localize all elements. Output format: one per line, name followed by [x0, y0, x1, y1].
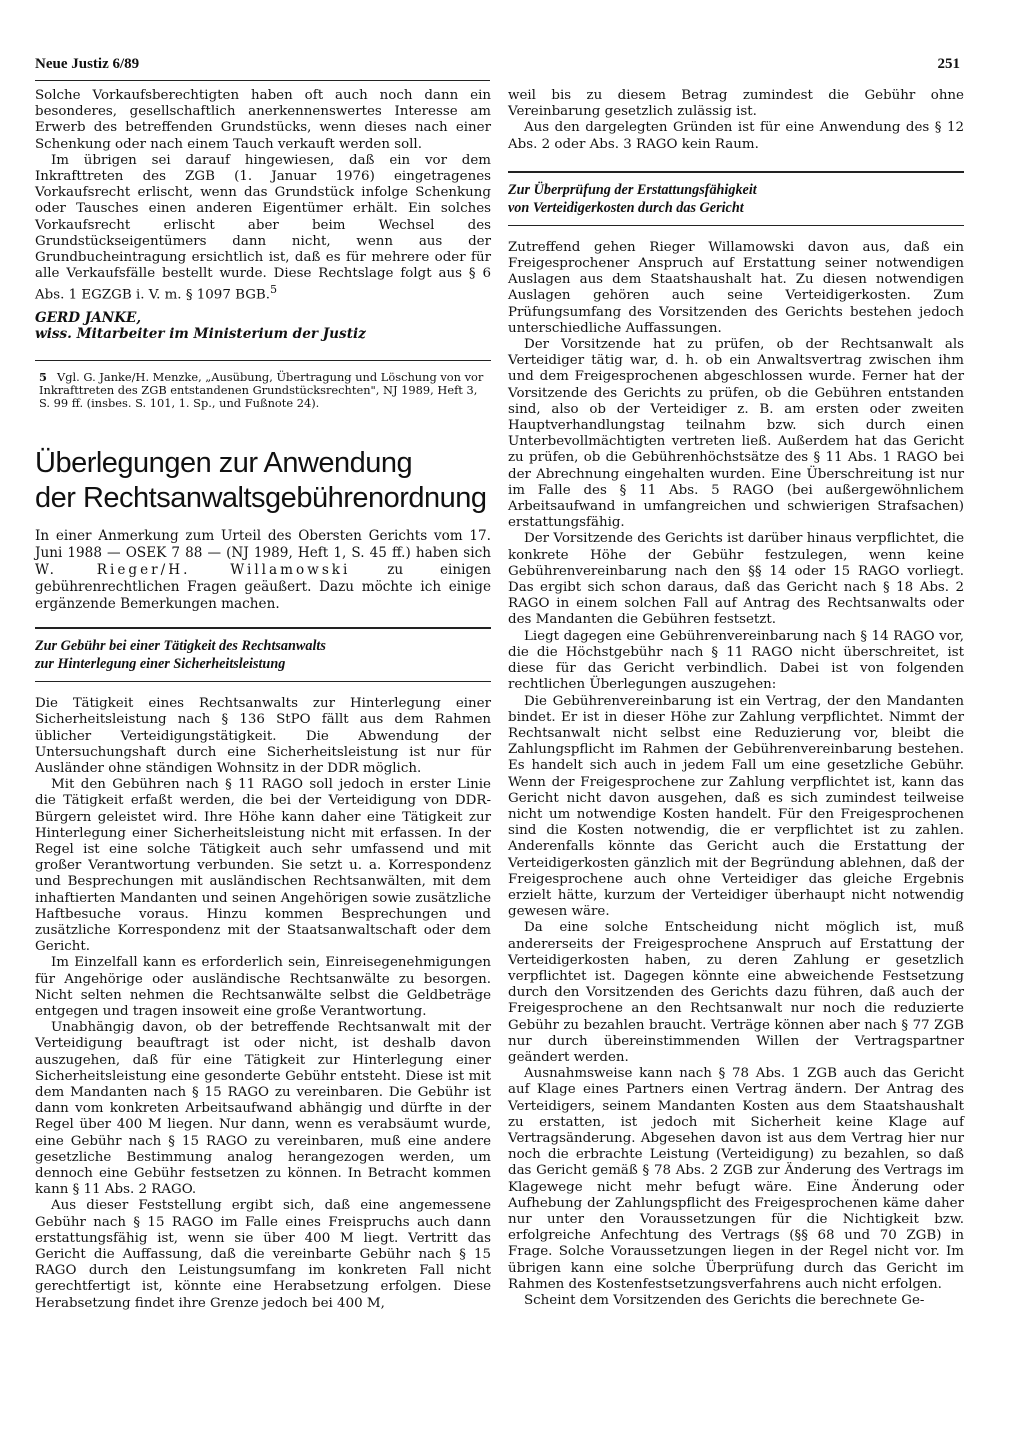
paragraph: Im Einzelfall kann es erforderlich sein, Einreisegenehmigungen für Angehörige oder ausländische Rechtsanwälte zu besorgen. Nicht selten nehmen die Rechtsanwälte selbst die Geldbeträge entgegen und tragen insoweit eine große Verantwortung.: [35, 955, 491, 1019]
paragraph: Solche Vorkaufsberechtigten haben oft auch noch dann ein besonderes, gesellschaftlich anerkennenswertes Interesse am Erwerb des betreffenden Grundstücks, wenn dieses nach einer Schenkung oder nach einem Tauch verkauft werden soll.: [35, 88, 491, 152]
paragraph: Mit den Gebühren nach § 11 RAGO soll jedoch in erster Linie die Tätigkeit erfaßt werden, die bei der Verteidigung von DDR-Bürgern geleistet wird. Ihre Höhe kann daher eine Tätigkeit zur Hinterlegung einer Sicherheitsleistung nicht mit erfassen. In der Regel ist eine solche Tätigkeit auch sehr umfassend und mit großer Verantwortung verbunden. Sie setzt u. a. Korrespondenz und Besprechungen mit ausländischen Rechtsanwälten, mit dem inhaftierten Mandanten und seinen Angehörigen sowie zusätzliche Haftbesuche voraus. Hinzu kommen Besprechungen und zusätzliche Korrespondenz mit der Staatsanwaltschaft oder dem Gericht.: [35, 777, 491, 955]
paragraph: Der Vorsitzende hat zu prüfen, ob der Rechtsanwalt als Verteidiger tätig war, d. h. ob ein Anwaltsvertrag zwischen ihm und dem Freigesprochenen abgeschlossen wurde. Ferner hat der Vorsitzende des Gerichts zu prüfen, ob die Gebühren entstanden sind, also ob der Verteidiger z. B. am ersten oder zweiten Hauptverhandlungstag teilnahm bzw. sich durch einen Unterbevollmächtigten vertreten ließ. Außerdem hat das Gericht zu prüfen, ob die Gebührenhöchstsätze des § 11 Abs. 1 RAGO bei der Abrechnung eingehalten wurden. Eine Überschreitung ist nur im Falle des § 11 Abs. 5 RAGO (bei außergewöhnlichem Arbeitsaufwand in umfangreichen und schwierigen Strafsachen) erstattungsfähig.: [508, 337, 964, 531]
footnote-text: Vgl. G. Janke/H. Menzke, „Ausübung, Übertragung und Löschung von vor Inkrafttreten des ZGB entstandenen Grundstücksrechten", NJ 1989, Heft 3, S. 99 ff. (insbes. S. 101, 1. Sp., und Fußnote 24).: [39, 370, 484, 411]
divider: [508, 225, 964, 226]
paragraph: Der Vorsitzende des Gerichts ist darüber hinaus verpflichtet, die konkrete Höhe der Gebühr festzulegen, wenn keine Gebührenvereinbarung nach den §§ 14 oder 15 RAGO vorliegt. Das ergibt sich schon daraus, daß das Gericht nach § 18 Abs. 2 RAGO in einem solchen Fall auf Antrag des Rechtsanwalts oder des Mandanten die Gebühren festsetzt.: [508, 531, 964, 628]
page-number: 251: [937, 56, 960, 72]
left-column: [35, 88, 491, 1312]
author-affiliation: wiss. Mitarbeiter im Ministerium der Justiz: [35, 326, 366, 343]
article-title: [35, 446, 491, 516]
intro-paragraph: In einer Anmerkung zum Urteil des Obersten Gerichts vom 17. Juni 1988 — OSEK 7 88 — (NJ 1989, Heft 1, S. 45 ff.) haben sich W. Rieger/H. Willamowski zu einigen gebührenrechtlichen Fragen geäußert. Dazu möchte ich einige ergänzende Bemerkungen machen.: [35, 528, 491, 613]
section-heading: Zur Überprüfung der Erstattungsfähigkeit von Verteidigerkosten durch das Gericht: [508, 181, 757, 216]
paragraph: Aus dieser Feststellung ergibt sich, daß eine angemessene Gebühr nach § 15 RAGO im Falle eines Freispruchs auch dann erstattungsfähig ist, wenn sie über 400 M liegt. Vertritt das Gericht die Auffassung, daß die vereinbarte Gebühr nach § 15 RAGO durch den Leistungsumfang im konkreten Fall nicht gerechtfertigt ist, könnte eine Herabsetzung erfolgen. Diese Herabsetzung findet ihre Grenze jedoch bei 400 M,: [35, 1198, 491, 1311]
divider: [35, 627, 491, 629]
page-header: [35, 56, 960, 76]
section-heading: Zur Gebühr bei einer Tätigkeit des Rechtsanwalts zur Hinterlegung einer Sicherheitsleistung: [35, 638, 326, 673]
journal-title: Neue Justiz 6/89: [35, 56, 140, 72]
paragraph: Aus den dargelegten Gründen ist für eine Anwendung des § 12 Abs. 2 oder Abs. 3 RAGO kein Raum.: [508, 120, 964, 152]
paragraph: Unabhängig davon, ob der betreffende Rechtsanwalt mit der Verteidigung beauftragt ist oder nicht, ist deshalb davon auszugehen, daß für eine Tätigkeit zur Hinterlegung einer Sicherheitsleistung eine gesonderte Gebühr entsteht. Diese ist mit dem Mandanten nach § 15 RAGO zu vereinbaren. Die Gebühr ist dann vom konkreten Arbeitsaufwand abhängig und dürfte in der Regel über 400 M liegen. Nur dann, wenn es verabsäumt wurde, eine Gebühr nach § 15 RAGO zu vereinbaren, muß eine andere gesetzliche Bestimmung analog herangezogen werden, um dennoch eine Gebühr festsetzen zu können. In Betracht kommen kann § 11 Abs. 2 RAGO.: [35, 1020, 491, 1198]
paragraph: Die Tätigkeit eines Rechtsanwalts zur Hinterlegung einer Sicherheitsleistung nach § 136 StPO fällt aus dem Rahmen üblicher Verteidigungstätigkeit. Die Abwendung der Untersuchungshaft durch eine Sicherheitsleistung ist nur für Ausländer ohne ständigen Wohnsitz in der DDR möglich.: [35, 696, 491, 776]
footnote-number: 5: [39, 370, 47, 385]
title-line: Überlegungen zur Anwendung: [35, 447, 413, 480]
footnote: [35, 371, 491, 410]
paragraph: Ausnahmsweise kann nach § 78 Abs. 1 ZGB auch das Gericht auf Klage eines Partners einen Vertrag ändern. Der Antrag des Verteidigers, seinem Mandanten Kosten aus dem Staatshaushalt zu erstatten, ist jedoch mit Sicherheit keine Klage auf Vertragsänderung. Abgesehen davon ist aus dem Vertrag hier nur noch die erbrachte Leistung (Verteidigung) zu bezahlen, so daß das Gericht gemäß § 78 Abs. 2 ZGB zur Änderung des Vertrags im Klagewege nicht mehr befugt wäre. Eine Änderung oder Aufhebung der Zahlungspflicht des Freigesprochenen käme daher nur unter den Voraussetzungen für die Nichtigkeit bzw. erfolgreiche Anfechtung des Vertrags (§§ 68 und 70 ZGB) in Frage. Solche Voraussetzungen liegen in der Regel nicht vor. Im übrigen kann eine solche Überprüfung durch das Gericht im Rahmen des Kostenfestsetzungsverfahrens auch nicht erfolgen.: [508, 1066, 964, 1292]
footnote-ref: 5: [270, 283, 278, 297]
paragraph: Zutreffend gehen Rieger Willamowski davon aus, daß ein Freigesprochener Anspruch auf Erstattung seiner notwendigen Auslagen aus dem Staatshaushalt hat. Zu diesen notwendigen Auslagen gehören auch seine Verteidigerkosten. Zum Prüfungsumfang des Vorsitzenden des Gerichts bestehen jedoch unterschiedliche Auffassungen.: [508, 239, 964, 336]
paragraph: Im übrigen sei darauf hingewiesen, daß ein vor dem Inkrafttreten des ZGB (1. Januar 1976) eingetragenes Vorkaufsrecht erlischt, wenn das Grundstück infolge Schenkung oder Tausches einen anderen Eigentümer erhält. Ein solches Vorkaufsrecht erlischt aber beim Wechsel des Grundstückseigentümers dann nicht, wenn aus der Grundbucheintragung ersichtlich ist, daß es für mehrere oder für alle Verkaufsfälle bestellt wurde. Diese Rechtslage folgt aus § 6 Abs. 1 EGZGB i. V. m. § 1097 BGB.$^5$: [35, 152, 491, 303]
author-name: GERD JANKE,: [35, 310, 142, 327]
right-column: [508, 88, 964, 1309]
paragraph: Die Gebührenvereinbarung ist ein Vertrag, der den Mandanten bindet. Er ist in dieser Höhe zur Zahlung verpflichtet. Nimmt der Rechtsanwalt nicht selbst eine Reduzierung vor, bleibt die Zahlungspflicht im Rahmen der Gebührenvereinbarung bestehen. Es handelt sich auch in jedem Fall um eine gesetzliche Gebühr. Wenn der Freigesprochene zur Zahlung verpflichtet ist, kann das Gericht nicht davon ausgehen, daß es sich zumindest teilweise nicht um notwendige Kosten handelt. Für den Freigesprochenen sind die Kosten notwendig, die er verpflichtet ist zu zahlen. Anderenfalls könnte das Gericht auch die Erstattung der Verteidigerkosten gänzlich mit der Begründung ablehnen, daß der Freigesprochene auch ohne Verteidiger das gleiche Ergebnis erzielt hätte, kurzum der Verteidiger überhaupt nicht notwendig gewesen wäre.: [508, 693, 964, 920]
paragraph: Scheint dem Vorsitzenden des Gerichts die berechnete Ge-: [524, 1293, 925, 1309]
divider: [508, 171, 964, 173]
divider: [35, 360, 491, 361]
title-line: der Rechtsanwaltsgebührenordnung: [35, 482, 487, 515]
divider: [35, 681, 491, 682]
author-names: W. Rieger/H. Willamowski: [35, 562, 351, 579]
paragraph: Liegt dagegen eine Gebührenvereinbarung nach § 14 RAGO vor, die die Höchstgebühr nach § 11 RAGO nicht überschreitet, ist diese für das Gericht verbindlich. Dabei ist von folgenden rechtlichen Überlegungen auszugehen:: [508, 628, 964, 693]
header-rule: [35, 80, 490, 81]
paragraph: weil bis zu diesem Betrag zumindest die Gebühr ohne Vereinbarung gesetzlich zulässig ist.: [508, 88, 964, 120]
paragraph: Da eine solche Entscheidung nicht möglich ist, muß andererseits der Freigesprochene Anspruch auf Erstattung der Verteidigerkosten haben, zu deren Zahlung er gesetzlich verpflichtet ist. Dagegen könnte eine abweichende Festsetzung durch den Vorsitzenden des Gerichts dazu führen, daß auch der Freigesprochene an den Rechtsanwalt nur noch die reduzierte Gebühr zu bezahlen braucht. Verträge können aber nach § 77 ZGB nur durch übereinstimmenden Willen der Vertragspartner geändert werden.: [508, 920, 964, 1065]
